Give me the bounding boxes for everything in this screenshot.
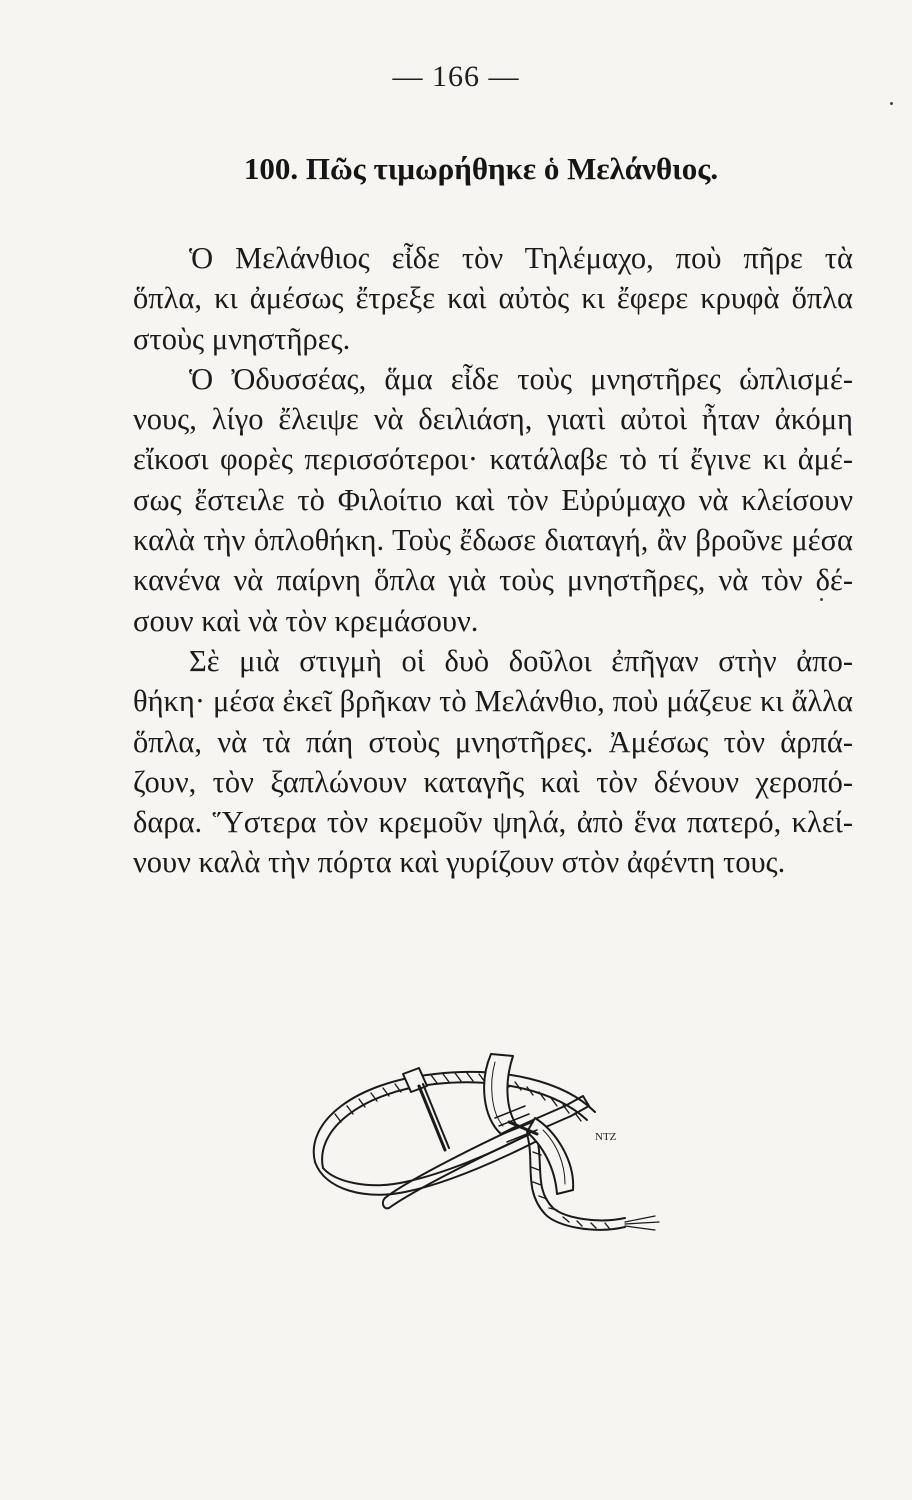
ink-speck xyxy=(890,102,893,105)
text-line: κανένα νὰ παίρνη ὅπλα γιὰ τοὺς μνηστῆρες, νὰ τὸν δέ- xyxy=(133,563,853,598)
text-line: νους, λίγο ἔλειψε νὰ δειλιάση, γιατὶ αὐτοὶ ἦταν ἀκόμη xyxy=(133,402,853,437)
ink-speck xyxy=(820,598,823,601)
text-line: δαρα. Ὕστερα τὸν κρεμοῦν ψηλά, ἀπὸ ἕνα πατερό, κλεί- xyxy=(133,805,853,840)
chapter-body xyxy=(133,238,853,883)
page-number: — 166 — xyxy=(392,60,520,93)
text-line: Ὁ Μελάνθιος εἶδε τὸν Τηλέμαχο, ποὺ πῆρε τὰ xyxy=(189,241,853,275)
text-line: σως ἔστειλε τὸ Φιλοίτιο καὶ τὸν Εὐρύμαχο νὰ κλείσουν xyxy=(133,482,853,517)
text-line: ὅπλα, κι ἀμέσως ἔτρεξε καὶ αὐτὸς κι ἔφερε κρυφὰ ὅπλα xyxy=(133,281,853,316)
text-line: στοὺς μνηστῆρες. xyxy=(133,321,351,356)
text-line: καλὰ τὴν ὁπλοθήκη. Τοὺς ἔδωσε διαταγή, ἂν βροῦνε μέσα xyxy=(133,523,853,558)
text-line: Ὁ Ὀδυσσέας, ἅμα εἶδε τοὺς μνηστῆρες ὡπλισμέ- xyxy=(189,361,853,396)
text-line: ζουν, τὸν ξαπλώνουν καταγῆς καὶ τὸν δένουν χεροπό- xyxy=(133,764,853,799)
artist-signature: ΝΤΖ xyxy=(595,1131,617,1143)
text-line: νουν καλὰ τὴν πόρτα καὶ γυρίζουν στὸν ἀφέντη τους. xyxy=(133,845,786,880)
text-line: ὅπλα, νὰ τὰ πάη στοὺς μνηστῆρες. Ἀμέσως τὸν ἁρπά- xyxy=(133,724,853,759)
text-line: σουν καὶ νὰ τὸν κρεμάσουν. xyxy=(133,603,479,638)
text-line: θήκη· μέσα ἐκεῖ βρῆκαν τὸ Μελάνθιο, ποὺ μάζευε κι ἄλλα xyxy=(133,684,853,719)
chapter-title: 100. Πῶς τιμωρήθηκε ὁ Μελάνθιος. xyxy=(243,151,719,186)
text-line: Σὲ μιὰ στιγμὴ οἱ δυὸ δοῦλοι ἐπῆγαν στὴν ἀπο- xyxy=(189,643,853,678)
text-line: εἴκοσι φορὲς περισσότεροι· κατάλαβε τὸ τί ἔγινε κι ἀμέ- xyxy=(133,442,853,477)
rope-axe-illustration xyxy=(295,1022,695,1252)
hammer-icon xyxy=(403,1068,449,1150)
